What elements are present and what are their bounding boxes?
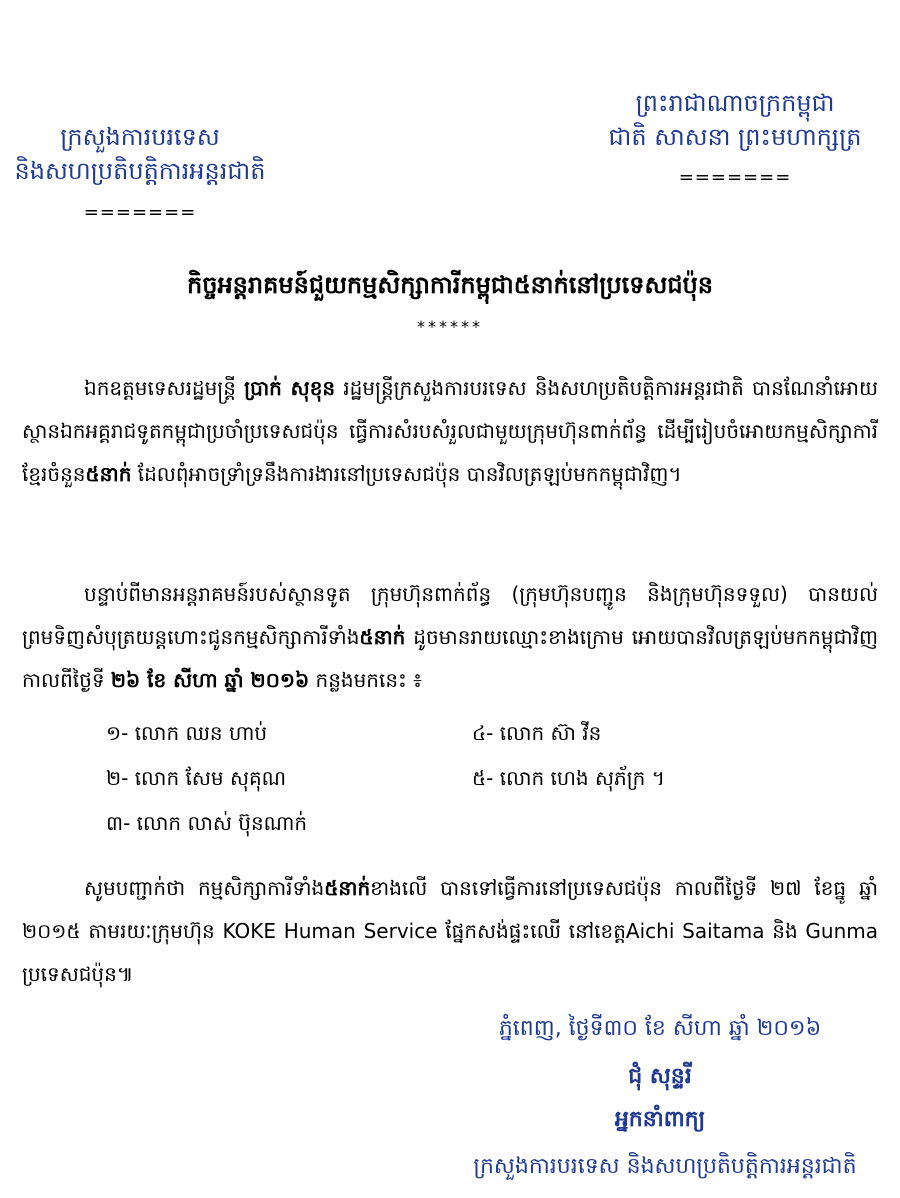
p1-text-c: រដ្ឋមន្ត្រីក្រសួងការបរទេស និងសហប្រតិបត្តិការអន្តរជាតិ បានណែនាំអោយស្ថានឯកអគ្គរាជទូតកម្ពុជាប្រចាំប្រទេសជប៉ុន ធ្វើការសំរបសំរួលជាមួយក្រុមហ៊ុនពាក់ព័ន្ធ ដើម្បីរៀបចំអោយកម្មសិក្សាការីខ្មែរចំនួន: [22, 376, 879, 486]
name-list-item: ៥- លោក ហេង សុភ័ក្រ ។: [472, 766, 665, 790]
return-date: ២៦ ខែ សីហា ឆ្នាំ ២០១៦: [110, 668, 310, 692]
document-title: កិច្ចអន្តរាគមន៍ជួយកម្មសិក្សាការីកម្ពុជា៥នាក់នៅប្រទេសជប៉ុន: [186, 271, 714, 299]
p1-text-a: ឯកឧត្តមទេសរដ្ឋមន្ត្រី: [84, 376, 245, 400]
ministry-name-line1: ក្រសួងការបរទេស: [60, 123, 220, 151]
ministry-name-line2: និងសហប្រតិបត្តិការអន្តរជាតិ: [14, 157, 266, 185]
p3-text-c: ខាងលើ បានទៅធ្វើការនៅប្រទេសជប៉ុន កាលពីថ្ងៃទី ២៧ ខែធ្នូ ឆ្នាំ ២០១៥ តាមរយៈក្រុមហ៊ុន KOKE Human Service ផ្នែកសង់ផ្ទះឈើ នៅខេត្តAichi Saitama និង Gunma ប្រទេសជប៉ុន៕: [22, 876, 878, 986]
name-list-item: ២- លោក សែម សុគុណ: [106, 766, 287, 790]
kingdom-motto: ជាតិ សាសនា ព្រះមហាក្សត្រ: [608, 123, 862, 151]
p1-text-e: ដែលពុំអាចទ្រាំទ្រនឹងការងារនៅប្រទេសជប៉ុន បានវិលត្រឡប់មកកម្ពុជាវិញ។: [131, 462, 682, 486]
name-list-item: ១- លោក ឈន ហាប់: [106, 721, 268, 745]
place-and-date: ភ្នំពេញ, ថ្ងៃទី៣០ ខែ សីហា ឆ្នាំ ២០១៦: [498, 1016, 822, 1041]
minister-name: ប្រាក់ សុខុន: [244, 376, 336, 400]
paragraph-2: [22, 573, 878, 702]
title-ornament: ******: [417, 317, 483, 336]
p2-text-e: កន្លងមកនេះ ៖: [309, 668, 422, 692]
kingdom-separator: =======: [678, 167, 792, 188]
p3-text-a: សូមបញ្ជាក់ថា កម្មសិក្សាការីទាំង: [84, 876, 325, 900]
p1-count: ៥នាក់: [85, 462, 132, 486]
p3-count: ៥នាក់: [324, 876, 371, 900]
p2-text-a: បន្ទាប់ពីមានអន្តរាគមន៍របស់ស្ថានទូត ក្រុមហ៊ុនពាក់ព័ន្ធ (ក្រុមហ៊ុនបញ្ជូន និងក្រុមហ៊ុនទទួល) បានយល់ព្រមទិញសំបុត្រយន្តហោះជូនកម្មសិក្សាការីទាំង: [22, 582, 878, 649]
name-list-item: ៣- លោក លាស់ ប៊ុនណាក់: [106, 811, 308, 835]
p2-count: ៥នាក់: [359, 625, 406, 649]
name-list-item: ៤- លោក ស៊ា វីន: [472, 721, 602, 745]
ministry-header: [10, 120, 270, 188]
kingdom-line1: ព្រះរាជាណាចក្រកម្ពុជា: [635, 89, 835, 117]
p2-text-c: ដូចមានរាយឈ្មោះខាងក្រោម អោយបានវិលត្រឡប់មកកម្ពុជាវិញ កាលពីថ្ងៃទី: [22, 625, 878, 692]
signatory-ministry: ក្រសួងការបរទេស និងសហប្រតិបត្តិការអន្តរជាតិ: [473, 1154, 857, 1179]
ministry-separator: =======: [83, 202, 197, 223]
signatory-role: អ្នកនាំពាក្យ: [614, 1107, 706, 1132]
paragraph-1: [22, 367, 878, 496]
kingdom-header: [590, 86, 880, 154]
signatory-name: ជុំ សុន្ទរី: [628, 1064, 692, 1089]
paragraph-3: [22, 867, 878, 996]
